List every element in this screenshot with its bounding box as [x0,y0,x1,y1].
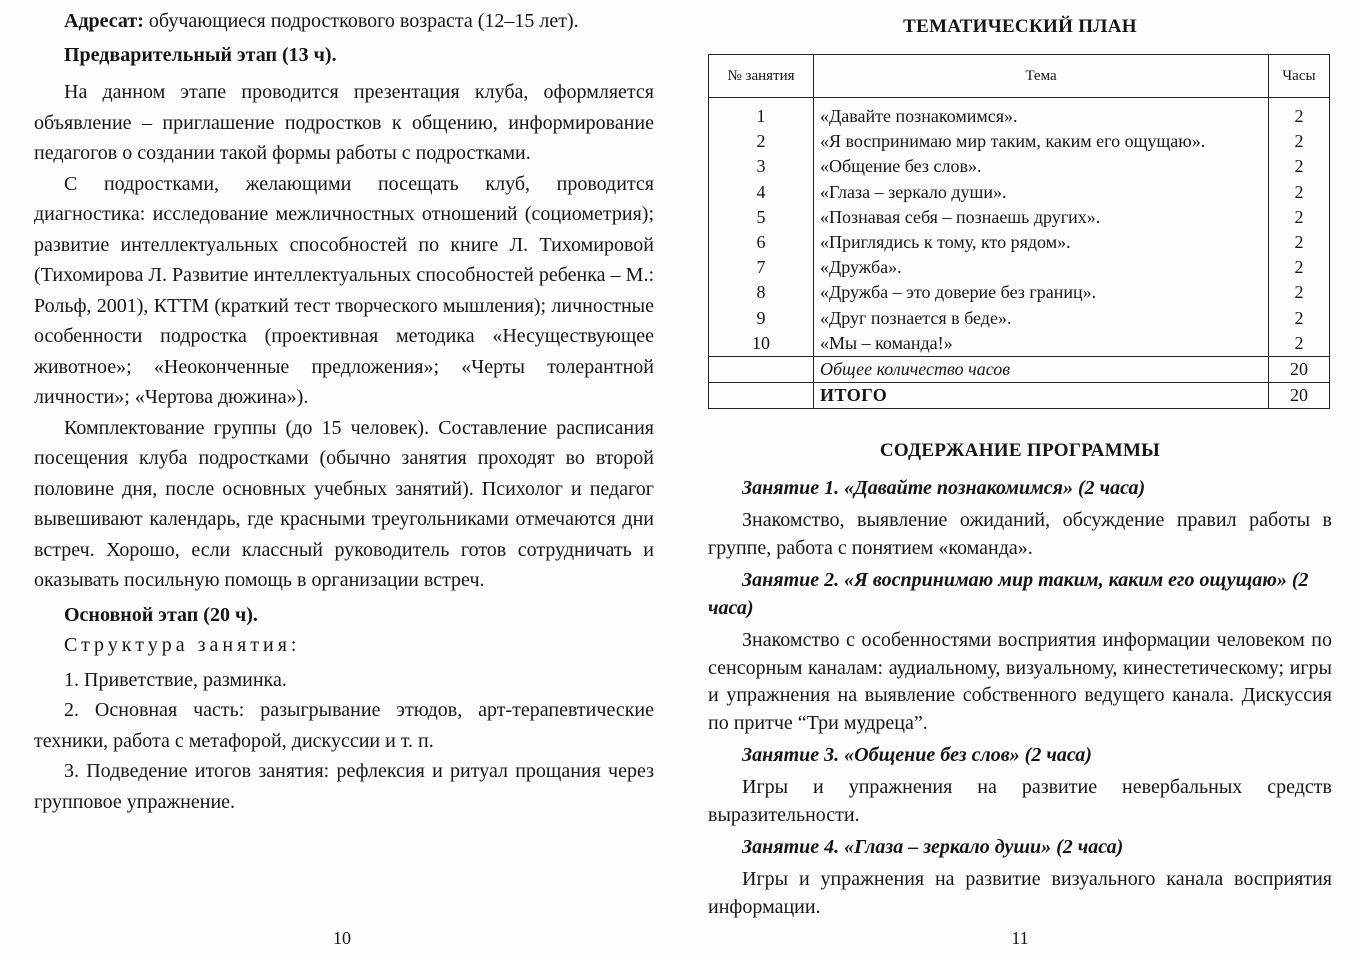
table-row [709,230,1330,255]
row-hours: 2 [1269,331,1330,357]
table-total-row [709,357,1330,383]
result-hours: 20 [1269,383,1330,409]
prelim-paragraph-3: Комплектование группы (до 15 человек). Составление расписания посещения клуба подростками (обычно занятия проходят во второй половине дня, после основных учебных занятий). Психолог и педагог вывешивают календарь, где красными треугольниками отмечаются дни встреч. Хорошо, если классный руководитель готов сотрудничать и оказывать посильную помощь в организации встреч. [34,416,654,591]
addressee-line [34,6,654,37]
table-result-row [709,383,1330,409]
row-number: 5 [709,205,814,230]
table-row [709,280,1330,305]
right-page [680,0,1360,960]
row-number: 3 [709,154,814,179]
row-topic: «Приглядись к тому, кто рядом». [814,230,1269,255]
row-number: 1 [709,104,814,129]
addressee-label: Адресат: [64,10,144,32]
row-hours: 2 [1269,154,1330,179]
total-label: Общее количество часов [814,357,1269,383]
lesson-text: Игры и упражнения на развитие невербальных средств выразительности. [708,776,1332,826]
row-topic: «Дружба». [814,255,1269,280]
row-hours: 2 [1269,180,1330,205]
lesson-text: Игры и упражнения на развитие визуального канала восприятия информации. [708,868,1332,918]
lesson-text: Знакомство, выявление ожиданий, обсуждение правил работы в группе, работа с понятием «команда». [708,509,1332,559]
header-lesson-number: № занятия [709,55,814,98]
row-topic: «Мы – команда!» [814,331,1269,357]
row-number: 7 [709,255,814,280]
total-hours: 20 [1269,357,1330,383]
table-row [709,180,1330,205]
lesson-title: Занятие 3. «Общение без слов» (2 часа) [742,744,1092,766]
lesson-title: Занятие 4. «Глаза – зеркало души» (2 часа) [742,836,1124,858]
page-number-right: 11 [1011,928,1029,948]
prelim-paragraph-1: На данном этапе проводится презентация клуба, оформляется объявление – приглашение подростков к общению, информирование педагогов о создании такой формы работы с подростками. [34,81,654,164]
table-row [709,129,1330,154]
plan-title: ТЕМАТИЧЕСКИЙ ПЛАН [903,16,1137,37]
row-number: 10 [709,331,814,357]
row-hours: 2 [1269,129,1330,154]
table-row [709,331,1330,357]
row-hours: 2 [1269,230,1330,255]
row-hours: 2 [1269,255,1330,280]
row-number: 4 [709,180,814,205]
header-hours: Часы [1269,55,1330,98]
header-topic: Тема [814,55,1269,98]
structure-label: Структура занятия: [64,634,301,656]
row-topic: «Друг познается в беде». [814,306,1269,331]
row-hours: 2 [1269,306,1330,331]
prelim-heading: Предварительный этап (13 ч). [64,43,337,66]
row-topic: «Я воспринимаю мир таким, каким его ощущаю». [814,129,1269,154]
lesson-title: Занятие 1. «Давайте познакомимся» (2 часа) [742,477,1146,499]
lesson-title: Занятие 2. «Я воспринимаю мир таким, каким его ощущаю» (2 часа) [708,569,1309,619]
main-stage-heading: Основной этап (20 ч). [64,603,258,626]
left-text-column [34,6,654,817]
table-row [709,255,1330,280]
row-hours: 2 [1269,280,1330,305]
row-topic: «Глаза – зеркало души». [814,180,1269,205]
structure-item-2: 2. Основная часть: разыгрывание этюдов, арт-терапевтические техники, работа с метафорой, дискуссии и т. п. [34,699,654,752]
row-number: 8 [709,280,814,305]
thematic-plan-table [708,54,1330,409]
lesson-text: Знакомство с особенностями восприятия информации человеком по сенсорным каналам: аудиальному, визуальному, кинестетическому; игры и упражнения на выявление собственного ведущего канала. Дискуссия по притче “Три мудреца”. [708,629,1332,734]
structure-item-1: 1. Приветствие, разминка. [64,668,287,691]
row-number: 2 [709,129,814,154]
result-label: ИТОГО [814,383,1269,409]
structure-item-3: 3. Подведение итогов занятия: рефлексия и ритуал прощания через групповое упражнение. [34,760,654,813]
addressee-text: обучающиеся подросткового возраста (12–15 лет). [143,10,579,32]
row-topic: «Познавая себя – познаешь других». [814,205,1269,230]
row-hours: 2 [1269,205,1330,230]
table-row [709,306,1330,331]
row-number: 9 [709,306,814,331]
table-row [709,205,1330,230]
table-row [709,104,1330,129]
row-topic: «Давайте познакомимся». [814,104,1269,129]
table-header-row [709,55,1330,98]
table-row [709,154,1330,179]
prelim-paragraph-2: С подростками, желающими посещать клуб, проводится диагностика: исследование межличностных отношений (социометрия); развитие интеллектуальных способностей по книге Л. Тихомировой (Тихомирова Л. Развитие интеллектуальных способностей ребенка – М.: Рольф, 2001), КТТМ (краткий тест творческого мышления); личностные особенности подростка (проективная методика «Несуществующее животное»; «Неоконченные предложения»; «Черты толерантной личности»; «Чертова дюжина»). [34,172,654,408]
page-number-left: 10 [333,928,351,948]
row-number: 6 [709,230,814,255]
row-topic: «Дружба – это доверие без границ». [814,280,1269,305]
program-content [708,440,1332,921]
row-topic: «Общение без слов». [814,154,1269,179]
content-title: СОДЕРЖАНИЕ ПРОГРАММЫ [879,440,1161,461]
row-hours: 2 [1269,104,1330,129]
